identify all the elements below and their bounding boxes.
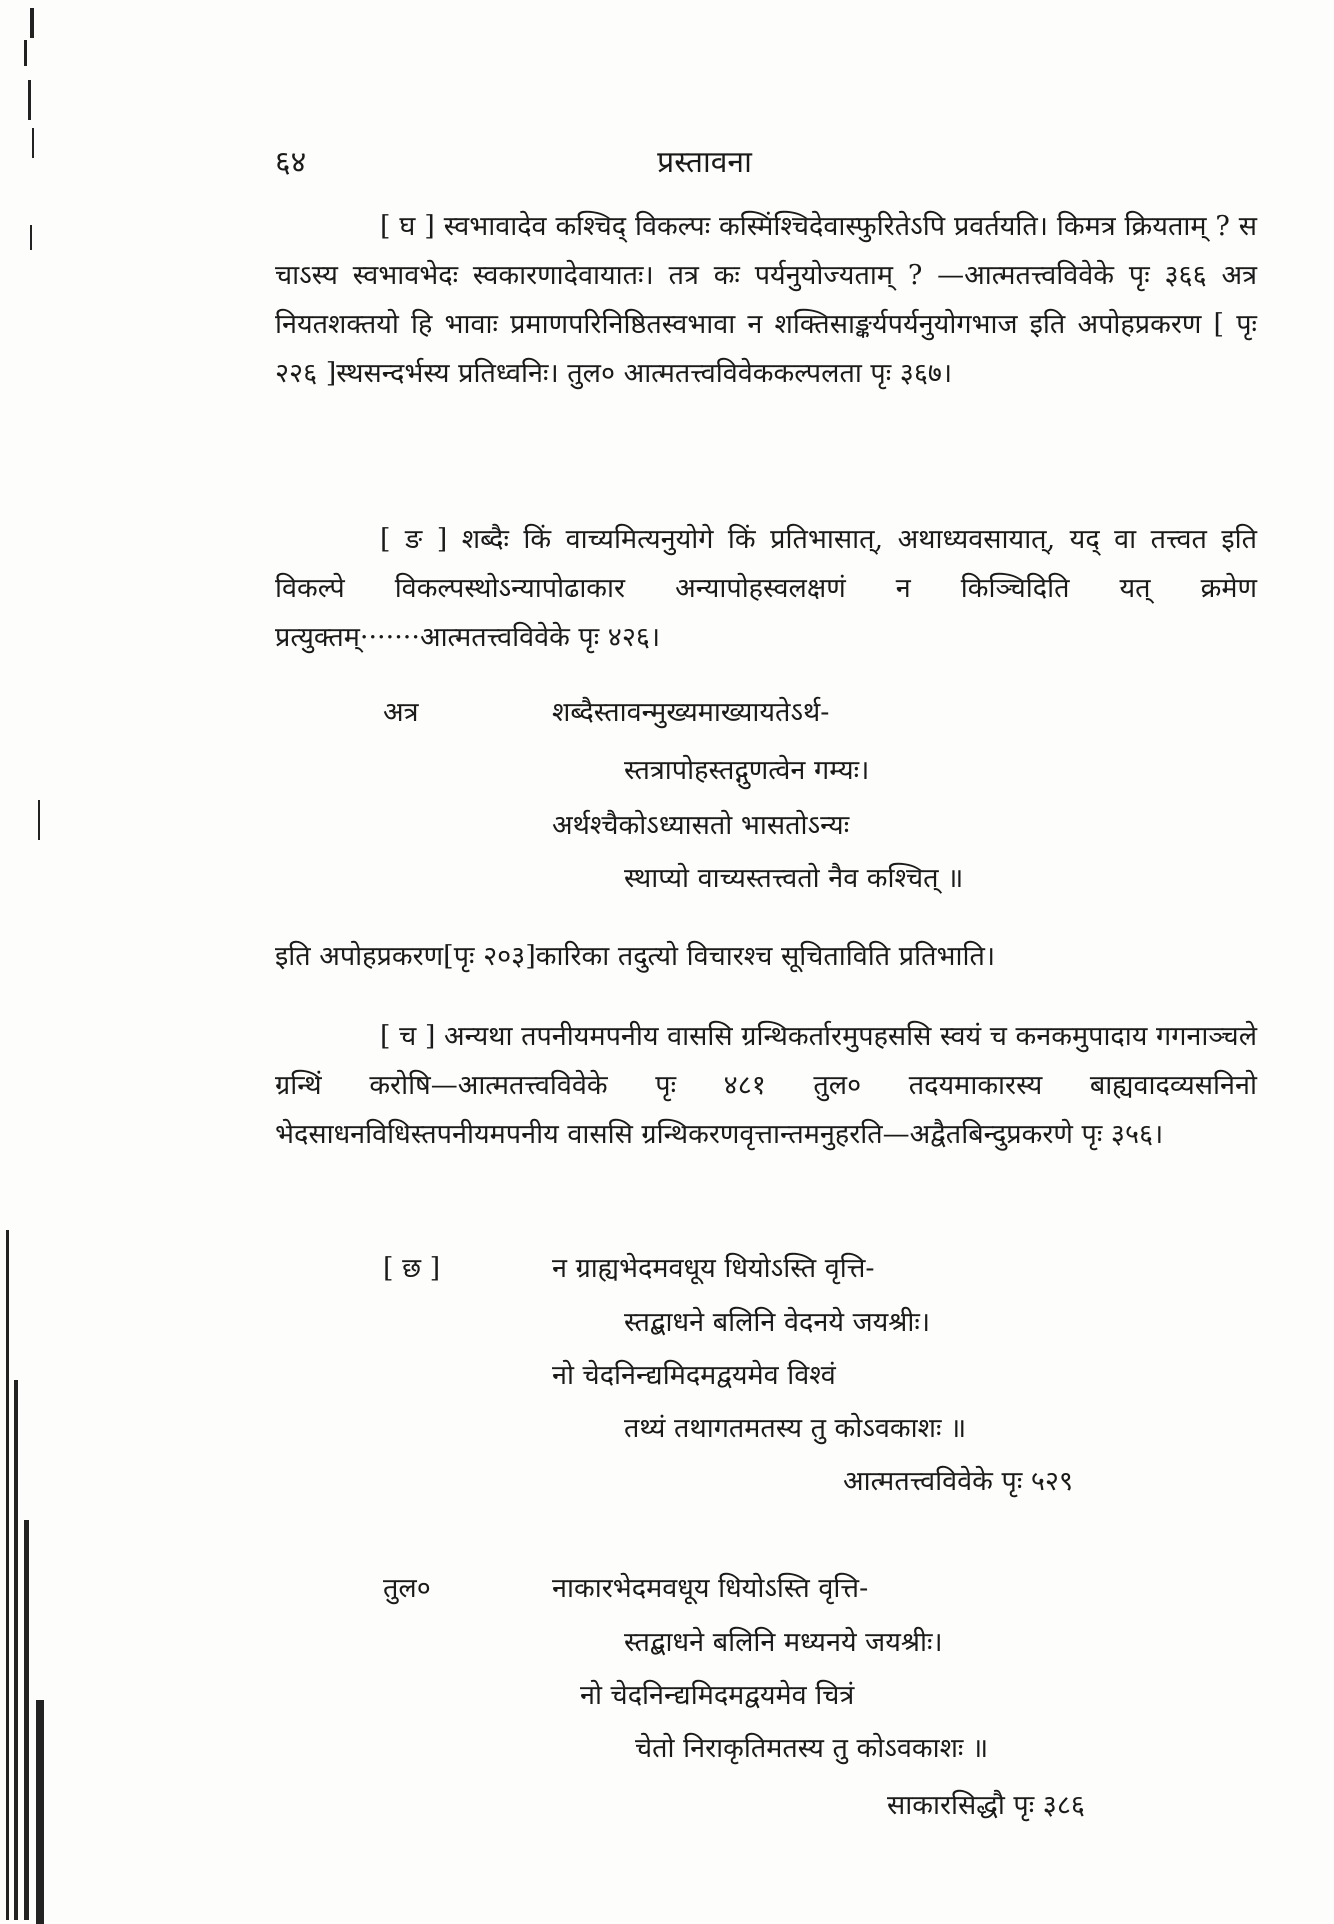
verse-line: नो चेदनिन्द्यमिदमद्वयमेव चित्रं xyxy=(580,1680,855,1711)
verse-label-tula: तुल० xyxy=(383,1573,431,1604)
verse-line: स्तत्रापोहस्तद्गुणत्वेन गम्यः। xyxy=(624,755,870,786)
section-nga-paragraph: [ ङ ] शब्दैः किं वाच्यमित्यनुयोगे किं प्रतिभासात्, अथाध्यवसायात्, यद् वा तत्त्वत इति विकल्पे विकल्पस्थोऽन्यापोढाकार अन्यापोहस्वलक्षणं न किञ्चिदिति यत् क्रमेण प्रत्युक्तम्·······आत्मतत्त्वविवेके पृः ४२६। xyxy=(275,524,1257,653)
verse-source: साकारसिद्धौ पृः ३८६ xyxy=(887,1790,1085,1821)
verse-line: न ग्राह्यभेदमवधूय धियोऽस्ति वृत्ति- xyxy=(552,1253,875,1284)
page-number: ६४ xyxy=(275,145,307,180)
section-nga-conclusion: इति अपोहप्रकरण[पृः २०३]कारिका तदुत्यो विचारश्च सूचिताविति प्रतिभाति। xyxy=(275,941,996,972)
page-header xyxy=(275,140,1134,180)
verse-line: तथ्यं तथागतमतस्य तु कोऽवकाशः ॥ xyxy=(624,1413,967,1444)
scan-binding-edge xyxy=(0,0,60,1924)
verse-label-chha: [ छ ] xyxy=(383,1253,441,1284)
verse-line: नो चेदनिन्द्यमिदमद्वयमेव विश्वं xyxy=(552,1360,836,1391)
running-title: प्रस्तावना xyxy=(657,145,752,180)
verse-line: नाकारभेदमवधूय धियोऽस्ति वृत्ति- xyxy=(552,1573,869,1604)
section-cha-paragraph: [ च ] अन्यथा तपनीयमपनीय वाससि ग्रन्थिकर्तारमुपहससि स्वयं च कनकमुपादाय गगनाञ्चले ग्रन्थिं करोषि—आत्मतत्त्वविवेके पृः ४८१ तुल० तदयमाकारस्य बाह्यवादव्यसनिनो भेदसाधनविधिस्तपनीयमपनीय वाससि ग्रन्थिकरणवृत्तान्तमनुहरति—अद्वैतबिन्दुप्रकरणे पृः ३५६। xyxy=(275,1021,1257,1150)
verse-line: शब्दैस्तावन्मुख्यमाख्यायतेऽर्थ- xyxy=(552,697,830,728)
verse-line: स्तद्बाधने बलिनि वेदनये जयश्रीः। xyxy=(624,1307,931,1338)
verse-line: स्तद्बाधने बलिनि मध्यनये जयश्रीः। xyxy=(624,1627,943,1658)
section-gha-paragraph: [ घ ] स्वभावादेव कश्चिद् विकल्पः कस्मिंश्चिदेवास्फुरितेऽपि प्रवर्तयति। किमत्र क्रियताम् ? स चाऽस्य स्वभावभेदः स्वकारणादेवायातः। तत्र कः पर्यनुयोज्यताम् ? —आत्मतत्त्वविवेके पृः ३६६ अत्र नियतशक्तयो हि भावाः प्रमाणपरिनिष्ठितस्वभावा न शक्तिसाङ्कर्यपर्यनुयोगभाज इति अपोहप्रकरण [ पृः २२६ ]स्थसन्दर्भस्य प्रतिध्वनिः। तुल० आत्मतत्त्वविवेककल्पलता पृः ३६७। xyxy=(275,211,1257,389)
verse-source: आत्मतत्त्वविवेके पृः ५२९ xyxy=(843,1466,1073,1497)
verse-line: अर्थश्चैकोऽध्यासतो भासतोऽन्यः xyxy=(552,810,850,841)
verse-label-atra: अत्र xyxy=(383,697,419,728)
verse-line: चेतो निराकृतिमतस्य तु कोऽवकाशः ॥ xyxy=(635,1733,989,1764)
verse-line: स्थाप्यो वाच्यस्तत्त्वतो नैव कश्चित् ॥ xyxy=(624,863,964,894)
